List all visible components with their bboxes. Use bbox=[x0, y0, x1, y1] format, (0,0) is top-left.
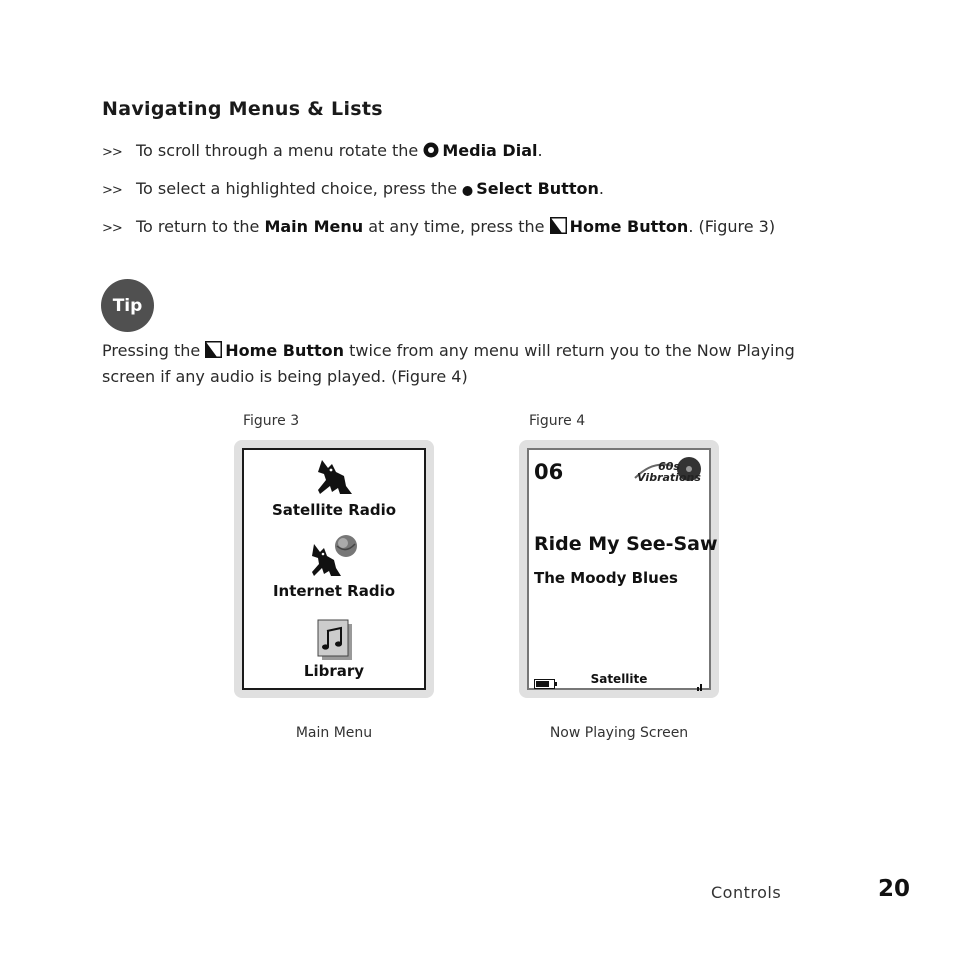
home-icon bbox=[550, 217, 567, 238]
bullet-select bbox=[102, 179, 604, 200]
bullet-suffix: . bbox=[598, 179, 604, 198]
page-number: 20 bbox=[878, 876, 911, 902]
main-menu-screen bbox=[242, 448, 426, 690]
select-dot-icon bbox=[462, 181, 473, 200]
dog-globe-icon bbox=[310, 534, 358, 584]
bullet-text-mid: at any time, press the bbox=[363, 217, 550, 236]
song-title: Ride My See-Saw bbox=[534, 533, 718, 555]
bullet-text: To scroll through a menu rotate the bbox=[136, 141, 424, 160]
figure3-label: Figure 3 bbox=[243, 413, 300, 429]
bullet-mark: >> bbox=[102, 145, 122, 160]
tip-badge: Tip bbox=[101, 279, 154, 332]
bullet-scroll bbox=[102, 141, 543, 162]
now-playing-screen bbox=[527, 448, 718, 690]
bullet-suffix: . bbox=[537, 141, 543, 160]
dog-icon bbox=[314, 456, 356, 502]
tip-text bbox=[102, 339, 842, 389]
bullet-text: To return to the bbox=[136, 217, 265, 236]
figure4-label: Figure 4 bbox=[529, 413, 586, 429]
music-note-icon bbox=[317, 619, 353, 665]
tip-text-post: twice from any menu will return you to the Now Playing screen if any audio is being played. (Figure 4) bbox=[102, 341, 795, 386]
menu-item-internet-radio[interactable]: Internet Radio bbox=[272, 582, 396, 600]
signal-icon bbox=[697, 676, 703, 695]
media-dial-icon bbox=[423, 142, 439, 162]
channel-logo bbox=[633, 456, 705, 488]
home-button-label: Home Button bbox=[569, 217, 689, 236]
home-icon bbox=[205, 341, 222, 365]
menu-item-satellite-radio[interactable]: Satellite Radio bbox=[271, 501, 397, 519]
figure3-caption: Main Menu bbox=[295, 725, 373, 741]
bullet-mark: >> bbox=[102, 221, 122, 236]
artist-name: The Moody Blues bbox=[534, 569, 678, 587]
home-button-label: Home Button bbox=[225, 341, 345, 360]
bullet-text: To select a highlighted choice, press the bbox=[136, 179, 463, 198]
bullet-home bbox=[102, 217, 775, 238]
figure4-device bbox=[519, 440, 719, 698]
figure4-caption: Now Playing Screen bbox=[549, 725, 689, 741]
main-menu-label: Main Menu bbox=[264, 217, 364, 236]
channel-number: 06 bbox=[534, 460, 564, 484]
bullet-suffix: . (Figure 3) bbox=[688, 217, 776, 236]
logo-text: 60s Vibrations bbox=[637, 460, 701, 484]
media-dial-label: Media Dial bbox=[442, 141, 538, 160]
source-label: Satellite bbox=[590, 672, 648, 686]
menu-item-library[interactable]: Library bbox=[303, 662, 365, 680]
select-button-label: Select Button bbox=[476, 179, 599, 198]
bullet-mark: >> bbox=[102, 183, 122, 198]
footer-section-name: Controls bbox=[711, 883, 782, 902]
section-heading: Navigating Menus & Lists bbox=[102, 98, 383, 120]
tip-text-pre: Pressing the bbox=[102, 341, 206, 360]
figure3-device bbox=[234, 440, 434, 698]
